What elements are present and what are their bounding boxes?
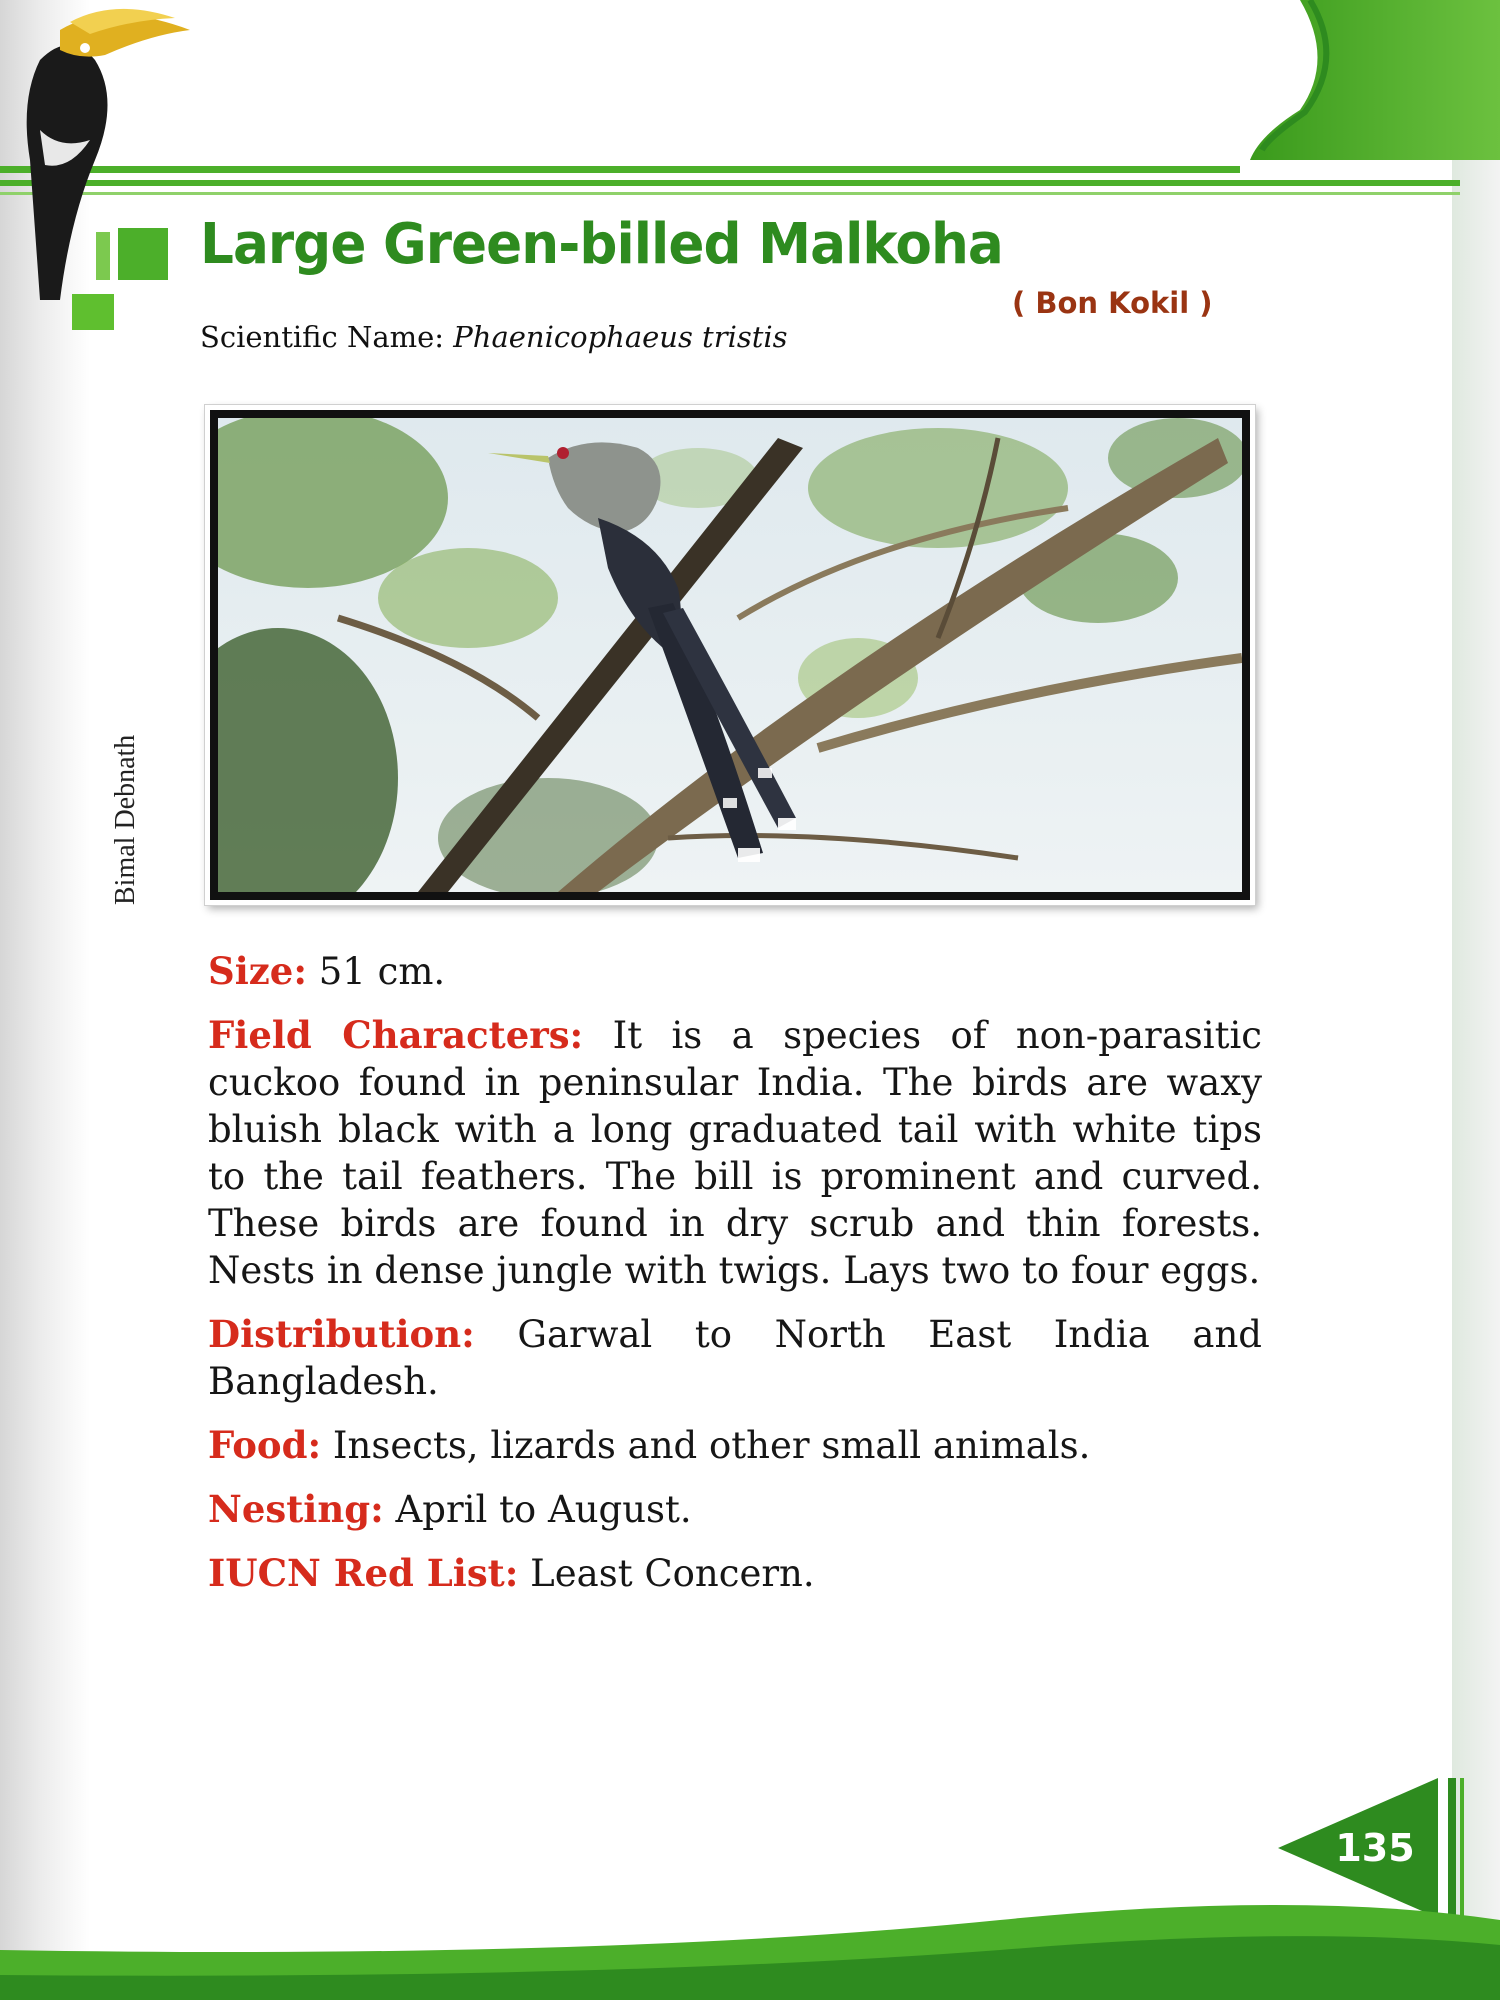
local-name: ( Bon Kokil ) — [1012, 286, 1213, 320]
scientific-name-line — [200, 320, 788, 354]
size-label: Size: — [208, 949, 307, 993]
title-square-large — [118, 228, 168, 280]
distribution-value: Garwal to North East India and Bangladesh. — [208, 1313, 1262, 1403]
title-square-small — [72, 294, 114, 330]
size-value: 51 cm. — [307, 950, 446, 993]
nesting-paragraph — [208, 1486, 1262, 1533]
field-characters-paragraph — [208, 1012, 1262, 1294]
bird-photo-image — [218, 418, 1242, 892]
distribution-paragraph — [208, 1311, 1262, 1405]
food-paragraph — [208, 1422, 1262, 1469]
page-edge-strip — [1452, 0, 1500, 2000]
nesting-label: Nesting: — [208, 1487, 384, 1531]
photo-credit: Bimal Debnath — [110, 734, 141, 905]
iucn-value: Least Concern. — [518, 1552, 815, 1595]
size-paragraph — [208, 948, 1262, 995]
bottom-decorative-wave — [0, 1880, 1500, 2000]
species-details — [208, 948, 1262, 1614]
distribution-label: Distribution: — [208, 1312, 475, 1356]
food-label: Food: — [208, 1423, 322, 1467]
field-characters-label: Field Characters: — [208, 1013, 584, 1057]
scientific-name-value: Phaenicophaeus tristis — [453, 320, 788, 354]
iucn-label: IUCN Red List: — [208, 1551, 519, 1595]
food-value: Insects, lizards and other small animals. — [321, 1424, 1091, 1467]
bird-photo — [205, 405, 1255, 905]
nesting-value: April to August. — [383, 1488, 692, 1531]
title-square-medium — [96, 232, 110, 280]
top-decorative-band — [0, 0, 1500, 200]
iucn-paragraph — [208, 1550, 1262, 1597]
page-number: 135 — [1335, 1826, 1415, 1870]
scientific-name-label: Scientific Name: — [200, 320, 445, 354]
page-title: Large Green-billed Malkoha — [200, 212, 1003, 277]
field-characters-value: It is a species of non-parasitic cuckoo found in peninsular India. The birds are waxy bluish black with a long graduated tail with white tips to the tail feathers. The bill is prominent and curved. These birds are found in dry scrub and thin forests. Nests in dense jungle with twigs. Lays two to four eggs. — [208, 1014, 1263, 1292]
